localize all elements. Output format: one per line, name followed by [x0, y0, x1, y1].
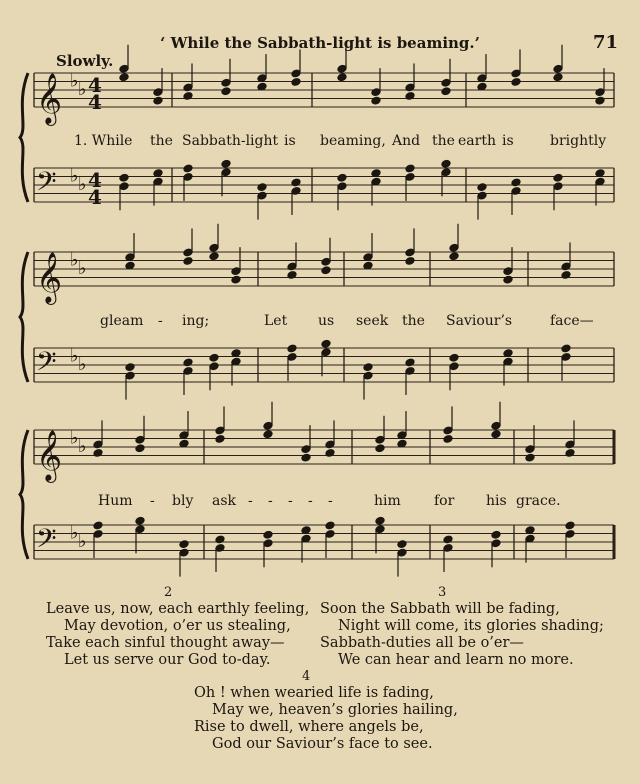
- note-head: [337, 173, 347, 182]
- lyric-syllable: -: [150, 493, 155, 509]
- verse-line: Rise to dwell, where angels be,: [194, 719, 424, 735]
- lyric-syllable: -: [248, 493, 253, 509]
- note-head: [553, 173, 563, 182]
- note-head: [183, 358, 193, 367]
- note-head: [405, 358, 415, 367]
- lyric-syllable: beaming,: [320, 133, 386, 149]
- lyric-syllable: face—: [550, 313, 594, 329]
- treble-clef: 𝄞: [36, 73, 63, 124]
- lyric-syllable: us: [318, 313, 335, 329]
- note-head: [405, 256, 415, 265]
- lyric-syllable: -: [268, 493, 273, 509]
- lyric-syllable: -: [328, 493, 333, 509]
- note-head: [477, 183, 487, 192]
- note-head: [179, 540, 189, 549]
- lyric-syllable: gleam: [100, 313, 144, 329]
- note-head: [503, 275, 513, 284]
- note-head: [511, 77, 521, 86]
- verse-line: God our Saviour’s face to see.: [212, 736, 433, 752]
- lyric-syllable: Saviour’s: [446, 313, 513, 329]
- note-head: [291, 178, 301, 187]
- lyric-syllable: the: [150, 133, 173, 149]
- flat-sign: ♭: [78, 79, 87, 101]
- note-head: [215, 434, 225, 443]
- verse-line: Let us serve our God to-day.: [64, 652, 271, 668]
- note-head: [441, 87, 451, 96]
- note-head: [119, 173, 129, 182]
- note-head: [441, 159, 451, 168]
- note-head: [125, 363, 135, 372]
- flat-sign: ♭: [78, 436, 87, 458]
- note-head: [443, 535, 453, 544]
- verse-line: Oh ! when wearied life is fading,: [194, 685, 434, 701]
- lyric-syllable: ing;: [182, 313, 210, 329]
- note-head: [183, 256, 193, 265]
- flat-sign: ♭: [70, 165, 79, 187]
- lyric-syllable: grace.: [516, 493, 561, 509]
- note-head: [325, 521, 335, 530]
- note-head: [135, 444, 145, 453]
- note-head: [449, 353, 459, 362]
- note-head: [561, 270, 571, 279]
- flat-sign: ♭: [78, 174, 87, 196]
- lyric-syllable: -: [158, 313, 163, 329]
- note-head: [363, 363, 373, 372]
- lyric-syllable: is: [284, 133, 296, 149]
- verse-line: We can hear and learn no more.: [338, 652, 574, 668]
- verse-line: Night will come, its glories shading;: [338, 618, 604, 634]
- verse-line: Leave us, now, each earthly feeling,: [46, 601, 310, 617]
- lyric-syllable: ask: [212, 493, 237, 509]
- verse-line: May we, heaven’s glories hailing,: [212, 702, 458, 718]
- note-head: [215, 535, 225, 544]
- note-head: [375, 444, 385, 453]
- note-head: [491, 430, 501, 439]
- time-signature: 4: [88, 73, 102, 97]
- treble-clef: 𝄞: [36, 252, 63, 303]
- flat-sign: ♭: [78, 354, 87, 376]
- staff-braces: [20, 73, 28, 559]
- note-head: [337, 73, 347, 82]
- verse-line: May devotion, o’er us stealing,: [64, 618, 291, 634]
- lyric-syllable: brightly: [550, 133, 607, 149]
- note-head: [209, 353, 219, 362]
- time-signature: 4: [88, 90, 102, 114]
- note-head: [491, 530, 501, 539]
- note-head: [443, 434, 453, 443]
- brace: [20, 73, 28, 202]
- note-head: [375, 516, 385, 525]
- brace: [20, 252, 28, 382]
- note-head: [263, 430, 273, 439]
- note-head: [321, 266, 331, 275]
- note-head: [371, 96, 381, 105]
- lyric-syllable: 1. While: [74, 133, 133, 149]
- note-head: [153, 96, 163, 105]
- note-head: [93, 521, 103, 530]
- time-signature: 4: [88, 168, 102, 192]
- note-head: [287, 344, 297, 353]
- flat-sign: ♭: [70, 345, 79, 367]
- verse-line: Take each sinful thought away—: [46, 635, 285, 651]
- flat-sign: ♭: [70, 70, 79, 92]
- note-head: [183, 91, 193, 100]
- note-head: [291, 77, 301, 86]
- page-number: 71: [592, 32, 618, 53]
- lyric-syllable: Hum: [98, 493, 133, 509]
- note-head: [561, 344, 571, 353]
- note-head: [93, 448, 103, 457]
- hymn-title: ‘ While the Sabbath-light is beaming.’: [160, 34, 480, 52]
- note-head: [119, 73, 129, 82]
- bass-clef: 𝄢: [36, 522, 57, 561]
- note-head: [595, 96, 605, 105]
- brace: [20, 430, 28, 559]
- verse-number: 3: [438, 585, 447, 600]
- lyric-syllable: Sabbath-light: [182, 133, 279, 149]
- lyric-syllable: the: [402, 313, 425, 329]
- flat-sign: ♭: [78, 531, 87, 553]
- note-head: [135, 516, 145, 525]
- note-head: [405, 164, 415, 173]
- note-head: [287, 270, 297, 279]
- note-head: [263, 530, 273, 539]
- verse-line: Sabbath-duties all be o’er—: [320, 635, 524, 651]
- flat-sign: ♭: [70, 249, 79, 271]
- note-head: [221, 87, 231, 96]
- note-head: [257, 183, 267, 192]
- lyric-syllable: seek: [356, 313, 389, 329]
- note-head: [221, 159, 231, 168]
- lyric-syllable: -: [308, 493, 313, 509]
- bass-clef: 𝄢: [36, 165, 57, 204]
- lyric-syllable: his: [486, 493, 507, 509]
- note-head: [209, 252, 219, 261]
- note-head: [553, 73, 563, 82]
- note-head: [511, 178, 521, 187]
- lyric-syllable: -: [288, 493, 293, 509]
- flat-sign: ♭: [78, 258, 87, 280]
- time-signature: 4: [88, 185, 102, 209]
- verse-line: Soon the Sabbath will be fading,: [320, 601, 560, 617]
- bass-clef: 𝄢: [36, 345, 57, 384]
- treble-clef: 𝄞: [36, 430, 63, 481]
- note-head: [183, 164, 193, 173]
- verse-number: 2: [164, 585, 173, 600]
- lyric-syllable: earth: [458, 133, 496, 149]
- note-head: [405, 91, 415, 100]
- lyric-syllable: bly: [172, 493, 194, 509]
- note-head: [325, 448, 335, 457]
- flat-sign: ♭: [70, 522, 79, 544]
- verse-number: 4: [302, 669, 311, 684]
- note-head: [449, 252, 459, 261]
- lyric-syllable: And: [392, 133, 421, 149]
- note-head: [231, 275, 241, 284]
- note-head: [301, 453, 311, 462]
- tempo-marking: Slowly.: [56, 52, 114, 70]
- note-head: [565, 448, 575, 457]
- lyric-syllable: for: [434, 493, 455, 509]
- note-head: [565, 521, 575, 530]
- flat-sign: ♭: [70, 427, 79, 449]
- note-head: [397, 540, 407, 549]
- lyric-syllable: is: [502, 133, 514, 149]
- note-head: [525, 453, 535, 462]
- lyric-syllable: him: [374, 493, 401, 509]
- note-head: [321, 339, 331, 348]
- lyric-syllable: the: [432, 133, 455, 149]
- lyric-syllable: Let: [264, 313, 288, 329]
